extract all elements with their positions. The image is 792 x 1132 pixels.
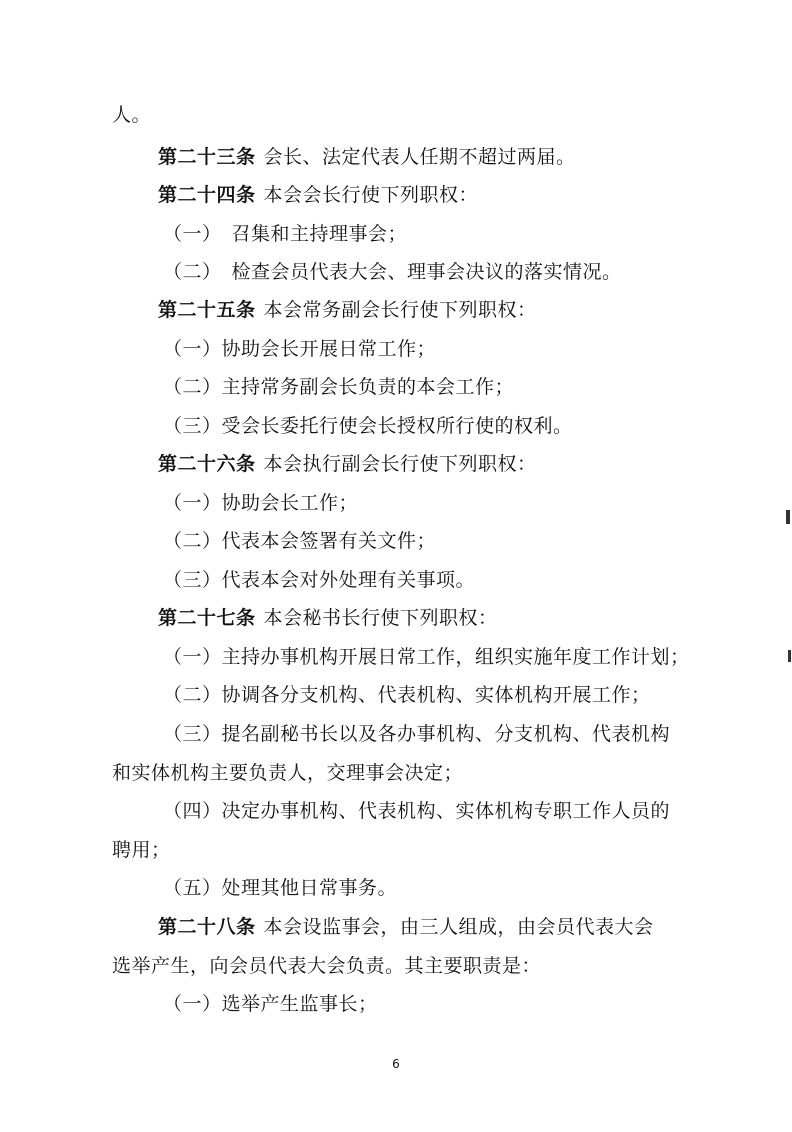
line-text: （三）代表本会对外处理有关事项。: [163, 569, 476, 591]
line-text: 人。: [112, 104, 152, 126]
text-line: [163, 375, 514, 399]
line-text: （五）处理其他日常事务。: [163, 877, 398, 899]
text-line: [163, 799, 670, 823]
line-text: （二） 检查会员代表大会、理事会决议的落实情况。: [163, 261, 622, 283]
text-line: [112, 838, 171, 862]
scan-mark: [788, 650, 791, 662]
text-line: [163, 491, 358, 515]
text-line: [163, 876, 397, 900]
line-text: （一）协助会长工作；: [163, 492, 359, 514]
article-label: 第二十三条: [158, 146, 256, 168]
article-label: 第二十八条: [158, 916, 256, 938]
text-line: [112, 761, 463, 785]
article-label: 第二十四条: [158, 184, 256, 206]
text-line: [163, 722, 670, 746]
line-text: （一）主持办事机构开展日常工作，组织实施年度工作计划；: [163, 646, 690, 668]
text-line: [163, 683, 651, 707]
text-line: [163, 222, 407, 246]
line-text: 和实体机构主要负责人，交理事会决定；: [112, 762, 464, 784]
line-text: （一） 召集和主持理事会；: [163, 223, 408, 245]
line-text: （一）协助会长开展日常工作；: [163, 338, 437, 360]
text-line: [163, 645, 690, 669]
line-text: 本会秘书长行使下列职权：: [263, 607, 498, 629]
line-text: 聘用；: [112, 839, 171, 861]
text-line: [158, 915, 654, 939]
text-line: [112, 103, 151, 127]
text-line: [158, 145, 576, 169]
line-text: 本会执行副会长行使下列职权：: [263, 453, 537, 475]
text-line: [158, 606, 498, 630]
line-text: （二）协调各分支机构、代表机构、实体机构开展工作；: [163, 684, 651, 706]
text-line: [163, 568, 475, 592]
line-text: （二）代表本会签署有关文件；: [163, 530, 437, 552]
line-text: 本会常务副会长行使下列职权：: [263, 299, 537, 321]
text-line: [163, 414, 573, 438]
scan-mark: [786, 510, 790, 524]
line-text: 本会会长行使下列职权：: [263, 184, 479, 206]
article-label: 第二十五条: [158, 299, 256, 321]
text-line: [112, 954, 541, 978]
article-label: 第二十六条: [158, 453, 256, 475]
line-text: 本会设监事会，由三人组成，由会员代表大会: [263, 916, 654, 938]
line-text: （二）主持常务副会长负责的本会工作；: [163, 376, 515, 398]
line-text: 选举产生，向会员代表大会负责。其主要职责是：: [112, 955, 542, 977]
line-text: 会长、法定代表人任期不超过两届。: [263, 146, 576, 168]
line-text: （一）选举产生监事长；: [163, 993, 378, 1015]
line-text: （三）受会长委托行使会长授权所行使的权利。: [163, 415, 573, 437]
line-text: （三）提名副秘书长以及各办事机构、分支机构、代表机构: [163, 723, 671, 745]
text-line: [158, 298, 537, 322]
line-text: （四）决定办事机构、代表机构、实体机构专职工作人员的: [163, 800, 671, 822]
text-line: [158, 183, 478, 207]
text-line: [163, 529, 436, 553]
article-label: 第二十七条: [158, 607, 256, 629]
text-line: [158, 452, 537, 476]
page-number: 6: [392, 1057, 400, 1071]
text-line: [163, 260, 622, 284]
text-line: [163, 992, 378, 1016]
text-line: [163, 337, 436, 361]
